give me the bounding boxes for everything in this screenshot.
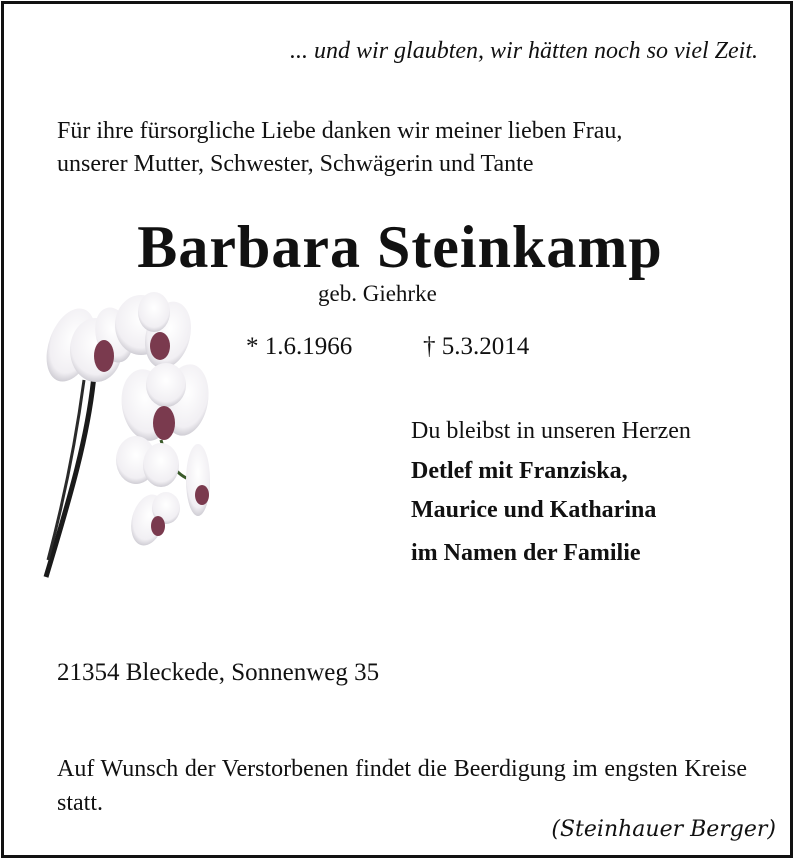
opening-quote: ... und wir glaubten, wir hätten noch so viel Zeit. xyxy=(290,38,758,64)
orchid-flower xyxy=(116,361,214,445)
deceased-name: Barbara Steinkamp xyxy=(137,214,663,280)
stonemason-credit: (Steinhauer Berger) xyxy=(551,817,776,842)
signatories-line-2: Maurice und Katharina xyxy=(411,497,657,523)
intro-text xyxy=(57,115,622,181)
orchid-flower xyxy=(126,491,180,550)
death-date: † 5.3.2014 xyxy=(423,333,530,360)
family-address: 21354 Bleckede, Sonnenweg 35 xyxy=(57,659,380,686)
orchid-flower xyxy=(186,444,210,516)
intro-line-1: Für ihre fürsorgliche Liebe danken wir meiner lieben Frau, xyxy=(57,118,623,144)
signatories-line-1: Detlef mit Franziska, xyxy=(411,458,628,484)
orchid-flower xyxy=(115,292,198,374)
maiden-name: geb. Giehrke xyxy=(318,281,437,306)
funeral-note: Auf Wunsch der Verstorbenen findet die Beerdigung im engsten Kreise statt. xyxy=(57,756,747,816)
intro-line-2: unserer Mutter, Schwester, Schwägerin und Tante xyxy=(57,151,534,177)
white-orchid-icon xyxy=(36,290,236,585)
farewell-line: Du bleibst in unseren Herzen xyxy=(411,418,691,444)
signatories-line-3: im Namen der Familie xyxy=(411,540,641,566)
birth-date: * 1.6.1966 xyxy=(246,333,353,360)
orchid-flower xyxy=(116,436,179,487)
